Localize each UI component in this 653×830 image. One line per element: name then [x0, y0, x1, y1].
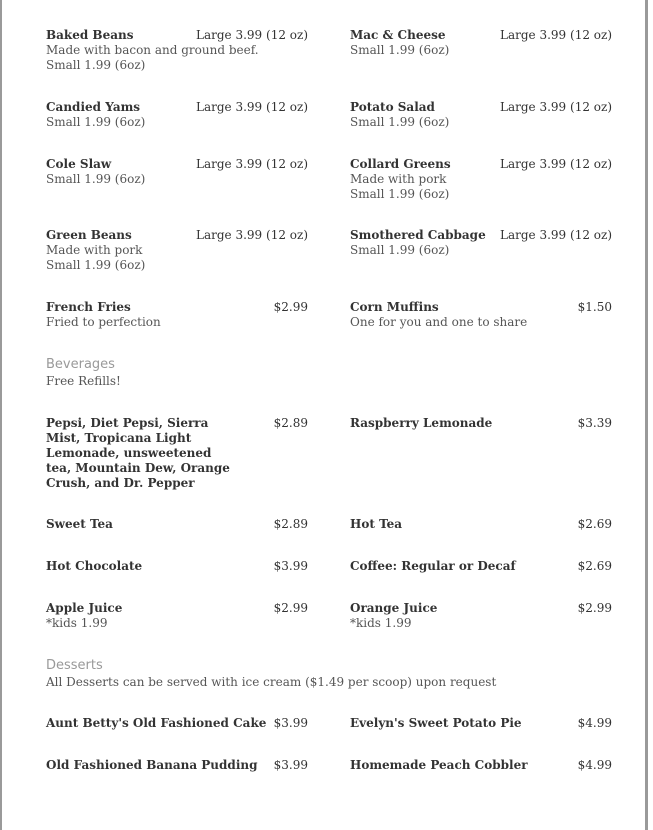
item-small-price: Small 1.99 (6oz)	[350, 187, 450, 201]
menu-item	[350, 100, 612, 130]
item-name: French Fries	[46, 300, 131, 314]
item-small-price: Small 1.99 (6oz)	[46, 115, 146, 129]
item-small-price: Small 1.99 (6oz)	[46, 172, 146, 186]
item-price: $4.99	[577, 716, 612, 730]
menu-item	[46, 416, 308, 491]
menu-item	[350, 300, 612, 330]
item-name: Sweet Tea	[46, 517, 113, 531]
item-name: Aunt Betty's Old Fashioned Cake	[46, 716, 267, 730]
item-description: One for you and one to share	[350, 315, 528, 329]
item-name: Old Fashioned Banana Pudding	[46, 758, 258, 772]
section-title-beverages: Beverages	[46, 357, 115, 372]
item-name: Baked Beans	[46, 28, 134, 42]
item-small-price: Small 1.99 (6oz)	[350, 43, 450, 57]
item-small-price: Small 1.99 (6oz)	[46, 258, 146, 272]
item-price: $2.69	[577, 559, 612, 573]
item-price: Large 3.99 (12 oz)	[196, 157, 308, 171]
item-price: Large 3.99 (12 oz)	[500, 157, 612, 171]
menu-item	[46, 28, 308, 73]
menu-item	[350, 601, 612, 631]
item-name: Cole Slaw	[46, 157, 112, 171]
item-name: Hot Chocolate	[46, 559, 143, 573]
item-price: $2.69	[577, 517, 612, 531]
item-name: Corn Muffins	[350, 300, 439, 314]
item-name: Potato Salad	[350, 100, 435, 114]
menu-item	[46, 157, 308, 187]
item-price: $2.99	[273, 300, 308, 314]
item-price: $4.99	[577, 758, 612, 772]
item-price: $2.99	[273, 601, 308, 615]
item-price: Large 3.99 (12 oz)	[196, 28, 308, 42]
item-name: Pepsi, Diet Pepsi, Sierra Mist, Tropicana Light Lemonade, unsweetened tea, Mountain Dew, Orange Crush, and Dr. Pepper	[46, 416, 230, 490]
item-price: $1.50	[577, 300, 612, 314]
item-name: Evelyn's Sweet Potato Pie	[350, 716, 522, 730]
item-description: Made with pork	[46, 243, 143, 257]
menu-item	[46, 559, 308, 574]
item-description: Made with pork	[350, 172, 447, 186]
menu-item	[350, 517, 612, 532]
menu-item	[46, 758, 308, 773]
item-name: Orange Juice	[350, 601, 438, 615]
item-description: Made with bacon and ground beef.	[46, 43, 259, 57]
menu-item	[350, 157, 612, 202]
item-name: Coffee: Regular or Decaf	[350, 559, 516, 573]
item-price: Large 3.99 (12 oz)	[500, 28, 612, 42]
item-name: Smothered Cabbage	[350, 228, 486, 242]
item-price: Large 3.99 (12 oz)	[500, 228, 612, 242]
item-small-price: Small 1.99 (6oz)	[350, 115, 450, 129]
menu-item	[350, 228, 612, 258]
item-price: $3.99	[273, 559, 308, 573]
item-price: $3.99	[273, 758, 308, 772]
item-name: Homemade Peach Cobbler	[350, 758, 528, 772]
item-price: Large 3.99 (12 oz)	[500, 100, 612, 114]
item-price: $2.89	[273, 517, 308, 531]
menu-item	[46, 716, 308, 731]
item-price: $3.99	[273, 716, 308, 730]
item-description: *kids 1.99	[350, 616, 412, 630]
menu-item	[350, 716, 612, 731]
section-note-desserts: All Desserts can be served with ice cream ($1.49 per scoop) upon request	[46, 675, 497, 689]
item-price: Large 3.99 (12 oz)	[196, 228, 308, 242]
menu-item	[350, 28, 612, 58]
item-price: $2.89	[273, 416, 308, 430]
item-name: Mac & Cheese	[350, 28, 446, 42]
item-name: Green Beans	[46, 228, 132, 242]
item-price: Large 3.99 (12 oz)	[196, 100, 308, 114]
item-small-price: Small 1.99 (6oz)	[46, 58, 146, 72]
item-small-price: Small 1.99 (6oz)	[350, 243, 450, 257]
menu-item	[350, 416, 612, 431]
item-name: Candied Yams	[46, 100, 141, 114]
section-note-beverages: Free Refills!	[46, 374, 121, 388]
menu-item	[46, 228, 308, 273]
item-description: Fried to perfection	[46, 315, 161, 329]
menu-item	[350, 758, 612, 773]
item-name: Raspberry Lemonade	[350, 416, 493, 430]
menu-item	[350, 559, 612, 574]
item-description: *kids 1.99	[46, 616, 108, 630]
item-name: Collard Greens	[350, 157, 451, 171]
item-price: $3.39	[577, 416, 612, 430]
menu-item	[46, 601, 308, 631]
item-name: Apple Juice	[46, 601, 123, 615]
menu-item	[46, 100, 308, 130]
item-name: Hot Tea	[350, 517, 403, 531]
menu-item	[46, 300, 308, 330]
menu-item	[46, 517, 308, 532]
item-price: $2.99	[577, 601, 612, 615]
section-title-desserts: Desserts	[46, 658, 103, 673]
